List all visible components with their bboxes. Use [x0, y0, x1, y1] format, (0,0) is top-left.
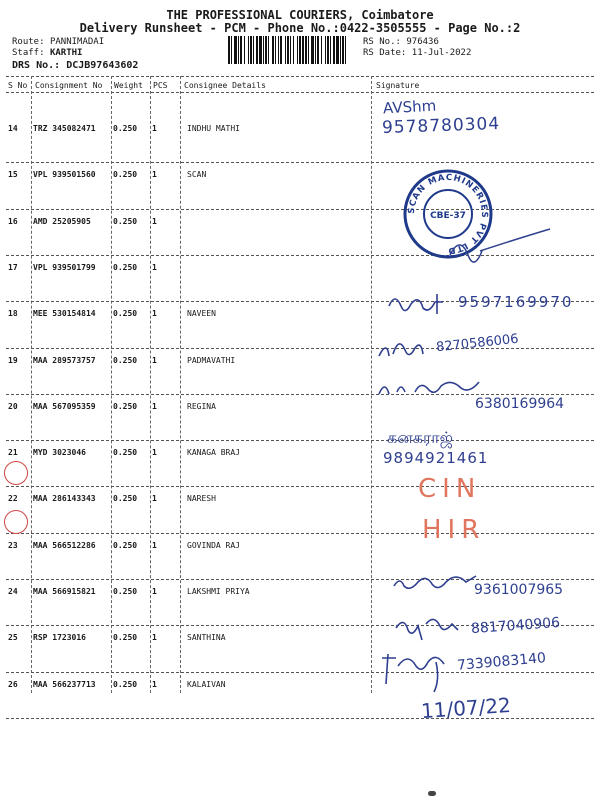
signature-26-phone: 7339083140: [456, 650, 547, 674]
route-info: [12, 37, 104, 47]
row-consignee: NAVEEN: [187, 309, 216, 319]
row-consignment-no: MAA 566237713: [33, 679, 96, 689]
row-consignment-no: RSP 1723016: [33, 633, 86, 643]
col-consignee: Consignee Details: [184, 81, 266, 90]
row-consignee: INDHU MATHI: [187, 124, 240, 133]
row-pcs: 1: [152, 494, 157, 504]
row-consignee: KALAIVAN: [187, 679, 226, 689]
row-sno: 20: [8, 401, 18, 411]
drs-value: DCJB97643602: [66, 60, 139, 71]
row-weight: 0.250: [113, 679, 138, 689]
barcode-bar: [231, 36, 232, 64]
row-pcs: 1: [152, 401, 157, 411]
rs-date-value: 11-Jul-2022: [411, 48, 472, 58]
signature-21-tamil-name: கனகராஜ்: [387, 428, 453, 447]
row-pcs: 1: [152, 355, 157, 365]
row-consignment-no: MAA 566512286: [33, 540, 96, 550]
table-row: [0, 113, 600, 162]
signature-23-mark: HIR: [422, 515, 486, 545]
signature-22-mark: CIN: [418, 474, 482, 504]
row-consignment-no: VPL 939501560: [33, 170, 96, 180]
barcode-bar: [256, 36, 258, 64]
staff-label: Staff:: [12, 48, 45, 58]
barcode-bar: [336, 36, 339, 64]
row-consignment-no: MAA 566915821: [33, 587, 96, 596]
row-consignee: SANTHINA: [187, 633, 226, 643]
row-pcs: 1: [152, 309, 157, 319]
barcode-bar: [248, 36, 249, 64]
row-weight: 0.250: [113, 587, 138, 596]
row-weight: 0.250: [113, 309, 138, 319]
barcode-bar: [308, 36, 309, 64]
row-weight: 0.250: [113, 633, 138, 643]
table-top-line: [6, 76, 594, 77]
barcode-bar: [290, 36, 291, 64]
barcode-bar: [297, 36, 298, 64]
barcode-bar: [311, 36, 314, 64]
barcode-image: [228, 36, 348, 64]
rs-no-value: 976436: [406, 37, 439, 47]
row-sno: 23: [8, 540, 18, 550]
barcode-bar: [259, 36, 262, 64]
signature-18-scribble: [385, 288, 465, 316]
col-sno: S No: [8, 81, 28, 90]
row-consignment-no: VPL 939501799: [33, 262, 96, 272]
barcode-bar: [315, 36, 316, 64]
header-bottom-line: [6, 92, 594, 93]
row-pcs: 1: [152, 448, 157, 458]
row-consignee: NARESH: [187, 494, 216, 504]
route-label: Route:: [12, 37, 45, 47]
runsheet-subtitle: Delivery Runsheet - PCM - Phone No.:0422-3505555 - Page No.:2: [79, 21, 521, 35]
row-consignment-no: AMD 25205905: [33, 216, 91, 226]
table-row: [0, 533, 600, 579]
row-pcs: 1: [152, 216, 157, 226]
barcode-bar: [293, 36, 294, 64]
col-weight: Weight: [114, 81, 143, 90]
row-consignment-no: MAA 289573757: [33, 355, 96, 365]
barcode-bar: [268, 36, 269, 64]
rs-no-info: [363, 37, 439, 47]
stamp-text: SCAN MACHINERIES PVT LTD: [406, 172, 490, 256]
row-sno: 22: [8, 494, 18, 504]
row-consignment-no: MEE 530154814: [33, 309, 96, 319]
row-pcs: 1: [152, 124, 157, 133]
barcode-bar: [302, 36, 304, 64]
barcode-bar: [321, 36, 322, 64]
rs-date-info: [363, 48, 471, 58]
row-22-circle-mark: [4, 461, 28, 485]
table-row: [0, 440, 600, 486]
barcode-bar: [305, 36, 307, 64]
row-consignment-no: MAA 286143343: [33, 494, 96, 504]
barcode-bar: [228, 36, 230, 64]
row-consignee: KANAGA BRAJ: [187, 448, 240, 458]
signature-18-phone: 9597169970: [458, 293, 574, 311]
row-consignee: PADMAVATHI: [187, 355, 236, 365]
drs-label: DRS No.:: [12, 60, 61, 71]
signature-25-scribble: [392, 614, 472, 644]
row-pcs: 1: [152, 633, 157, 643]
barcode-bar: [342, 36, 344, 64]
signature-14-phone: 9578780304: [381, 113, 501, 139]
signature-19-scribble: [375, 334, 435, 366]
barcode-bar: [253, 36, 254, 64]
barcode-bar: [287, 36, 289, 64]
table-row: [0, 348, 600, 394]
barcode-bar: [275, 36, 276, 64]
row-weight: 0.250: [113, 355, 138, 365]
barcode-bar: [263, 36, 264, 64]
rs-no-label: RS No.:: [363, 37, 401, 47]
row-sno: 25: [8, 633, 18, 643]
row-23-circle-mark: [4, 510, 28, 534]
row-consignee: SCAN: [187, 170, 207, 180]
col-consignment: Consignment No: [35, 81, 103, 90]
barcode-bar: [265, 36, 267, 64]
row-sno: 24: [8, 587, 18, 596]
row-consignee: REGINA: [187, 401, 216, 411]
barcode-bar: [330, 36, 331, 64]
row-pcs: 1: [152, 679, 157, 689]
row-pcs: 1: [152, 262, 157, 272]
table-row: [0, 486, 600, 532]
col-signature: Signature: [376, 81, 420, 90]
barcode-bar: [278, 36, 279, 64]
rs-date-label: RS Date:: [363, 48, 407, 58]
row-consignee: GOVINDA RAJ: [187, 540, 240, 550]
stamp-center-text: CBE-37: [430, 211, 466, 221]
row-pcs: 1: [152, 540, 157, 550]
col-pcs: PCS: [153, 81, 168, 90]
barcode-bar: [327, 36, 329, 64]
barcode-bar: [333, 36, 335, 64]
row-sno: 14: [8, 124, 18, 133]
row-weight: 0.250: [113, 170, 138, 180]
signature-25-phone: 8817040906: [470, 614, 561, 638]
row-weight: 0.250: [113, 262, 138, 272]
row-sno: 16: [8, 216, 18, 226]
scribble-squiggle: [440, 225, 560, 275]
row-consignment-no: TRZ 345082471: [33, 124, 96, 133]
barcode-bar: [244, 36, 245, 64]
page-smudge: [428, 791, 436, 796]
route-value: PANNIMADAI: [49, 37, 105, 47]
staff-info: [12, 48, 82, 58]
barcode-bar: [280, 36, 282, 64]
barcode-bar: [317, 36, 319, 64]
staff-value: KARTHI: [49, 48, 83, 58]
table-row: [0, 162, 600, 208]
barcode-bar: [234, 36, 237, 64]
barcode-bar: [250, 36, 252, 64]
signature-20-phone: 6380169964: [475, 396, 565, 412]
barcode-bar: [340, 36, 341, 64]
row-weight: 0.250: [113, 401, 138, 411]
row-sno: 15: [8, 170, 18, 180]
row-pcs: 1: [152, 587, 157, 596]
row-pcs: 1: [152, 170, 157, 180]
signature-date: 11/07/22: [420, 692, 512, 724]
signature-24-phone: 9361007965: [474, 582, 564, 598]
barcode-bar: [285, 36, 286, 64]
signature-14-name: AVShm: [382, 96, 437, 118]
row-consignment-no: MAA 567095359: [33, 401, 96, 411]
signature-19-phone: 8270586006: [435, 331, 520, 356]
row-consignee: LAKSHMI PRIYA: [187, 587, 250, 596]
row-weight: 0.250: [113, 540, 138, 550]
signature-21-phone: 9894921461: [383, 449, 489, 467]
row-weight: 0.250: [113, 448, 138, 458]
barcode-bar: [240, 36, 242, 64]
row-sno: 17: [8, 262, 18, 272]
drs-info: [12, 60, 138, 71]
row-sno: 26: [8, 679, 18, 689]
row-weight: 0.250: [113, 216, 138, 226]
row-weight: 0.250: [113, 124, 138, 133]
company-title: THE PROFESSIONAL COURIERS, Coimbatore: [166, 8, 434, 22]
row-divider: [6, 718, 594, 719]
row-sno: 18: [8, 309, 18, 319]
barcode-bar: [238, 36, 239, 64]
barcode-bar: [299, 36, 301, 64]
row-sno: 19: [8, 355, 18, 365]
row-consignment-no: MYD 3023046: [33, 448, 86, 458]
barcode-bar: [272, 36, 274, 64]
row-sno: 21: [8, 448, 18, 458]
barcode-bar: [325, 36, 326, 64]
row-weight: 0.250: [113, 494, 138, 504]
barcode-bar: [345, 36, 346, 64]
